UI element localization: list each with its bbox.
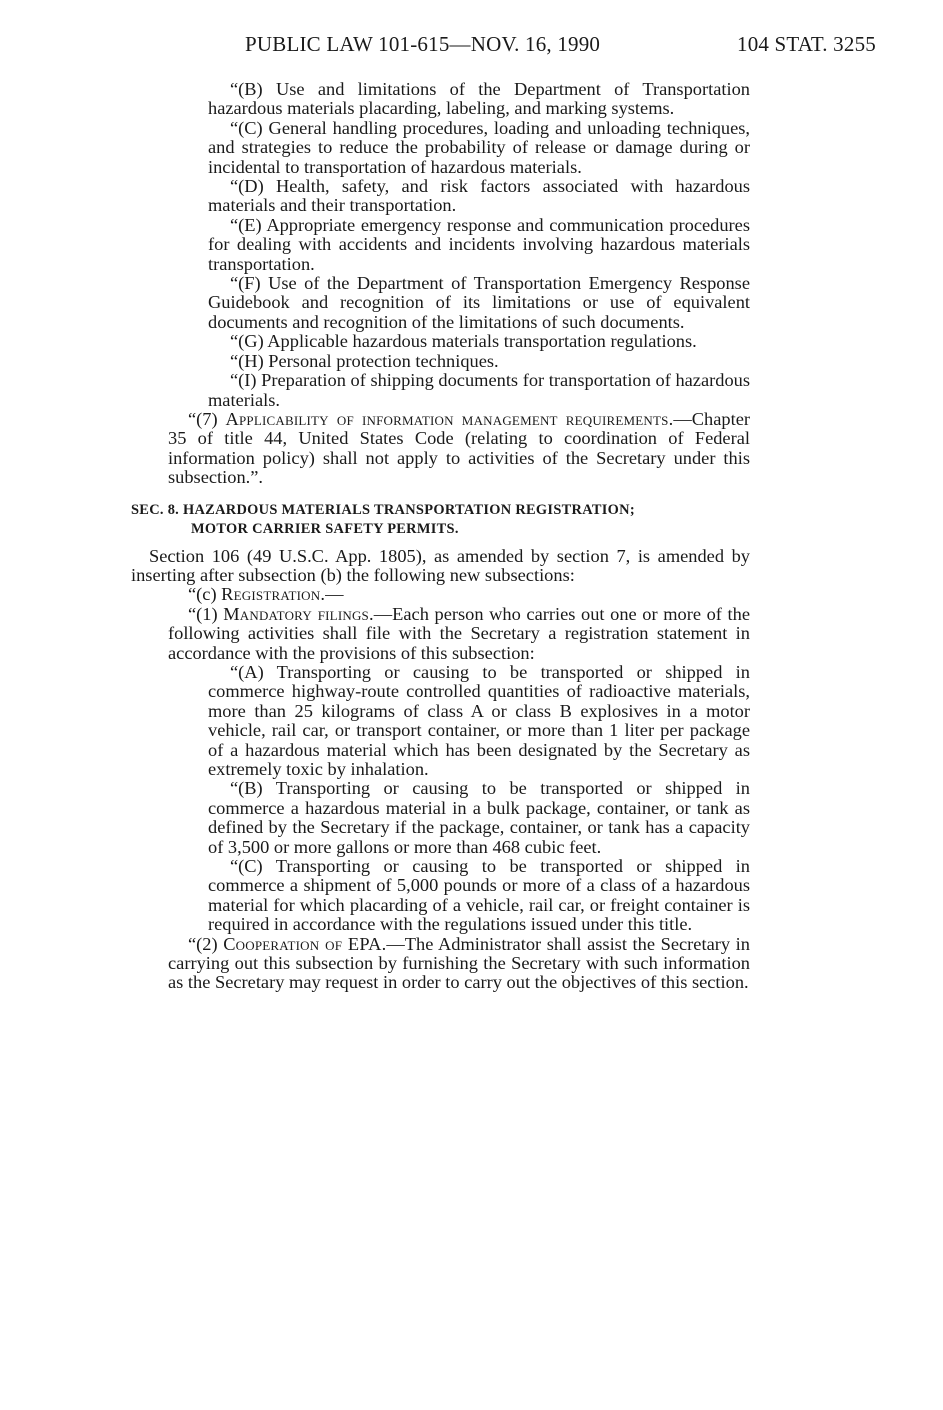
subsection-c-prefix: “(c)	[188, 584, 222, 605]
subparagraph-b-bulk-package: “(B) Transporting or causing to be transported or shipped in commerce a hazardous material in a bulk package, container, or tank as defined by the Secretary if the package, container, or tank has a capacity of 3,500 or more gallons or more than 468 cubic feet.	[208, 778, 750, 857]
paragraph-c-handling-procedures: “(C) General handling procedures, loading and unloading techniques, and strategies to reduce the probability of release or damage during or incidental to transportation of hazardous materials.	[208, 117, 750, 177]
paragraph-7-information-management	[168, 410, 750, 488]
running-header	[0, 32, 943, 62]
paragraph-h-protection: “(H) Personal protection techniques.	[230, 350, 499, 371]
section-8-intro: Section 106 (49 U.S.C. App. 1805), as amended by section 7, is amended by inserting after subsection (b) the following new subsections:	[131, 545, 750, 585]
paragraph-f-guidebook: “(F) Use of the Department of Transportation Emergency Response Guidebook and recognition of its limitations or use of equivalent documents and recognition of the limitations of such documents.	[208, 273, 750, 332]
subparagraph-a-radioactive: “(A) Transporting or causing to be transported or shipped in commerce highway-route controlled quantities of radioactive materials, more than 25 kilograms of class A or class B explosives in a motor vehicle, rail car, or transport container, or more than 1 liter per package of a hazardous material which has been designated by the Secretary as extremely toxic by inhalation.	[208, 661, 750, 779]
subsection-c-heading: Registration.	[221, 584, 326, 605]
section-8-heading-line1: SEC. 8. HAZARDOUS MATERIALS TRANSPORTATION REGISTRATION;	[131, 501, 635, 518]
paragraph-2-cooperation-epa	[168, 935, 750, 993]
paragraph-7-heading: Applicability of information management requirements.	[225, 408, 674, 429]
section-8-heading	[131, 501, 750, 539]
paragraph-1-heading: Mandatory filings.	[223, 603, 374, 624]
statute-page-number: 104 STAT. 3255	[737, 32, 876, 56]
paragraph-2-text: —The Administrator shall assist the Secretary in carrying out this subsection by furnishing the Secretary with such information as the Secretary may request in order to carry out the objectives of this section.	[168, 933, 750, 993]
paragraph-i-shipping-documents: “(I) Preparation of shipping documents for transportation of hazardous materials.	[208, 370, 750, 410]
paragraph-7-text: —Chapter 35 of title 44, United States Code (relating to coordination of Federal information policy) shall not apply to activities of the Secretary under this subsection.”.	[168, 408, 750, 488]
subsection-c-dash: —	[325, 584, 344, 605]
paragraph-g-regulations: “(G) Applicable hazardous materials transportation regulations.	[230, 331, 697, 352]
paragraph-e-emergency-response: “(E) Appropriate emergency response and communication procedures for dealing with accidents and incidents involving hazardous materials transportation.	[208, 214, 750, 274]
paragraph-2-prefix: “(2)	[188, 933, 224, 954]
paragraph-b-use-limitations: “(B) Use and limitations of the Department of Transportation hazardous materials placarding, labeling, and marking systems.	[208, 79, 750, 119]
paragraph-1-mandatory-filings	[168, 605, 750, 663]
paragraph-1-text: —Each person who carries out one or more of the following activities shall file with the Secretary a registration statement in accordance with the provisions of this subsection:	[168, 603, 750, 663]
public-law-title: PUBLIC LAW 101-615—NOV. 16, 1990	[245, 32, 601, 56]
paragraph-1-prefix: “(1)	[188, 603, 224, 624]
paragraph-7-prefix: “(7)	[188, 408, 226, 429]
subsection-c-registration-heading	[168, 585, 750, 604]
document-body	[0, 80, 943, 993]
section-8-heading-line2: MOTOR CARRIER SAFETY PERMITS.	[191, 520, 459, 537]
paragraph-2-heading: Cooperation of EPA.	[223, 933, 387, 954]
paragraph-d-health-safety: “(D) Health, safety, and risk factors associated with hazardous materials and their transportation.	[208, 176, 750, 216]
subparagraph-c-shipment: “(C) Transporting or causing to be transported or shipped in commerce a shipment of 5,000 pounds or more of a class of a hazardous material for which placarding of a vehicle, rail car, or freight container is required in accordance with the regulations issued under this title.	[208, 856, 750, 935]
